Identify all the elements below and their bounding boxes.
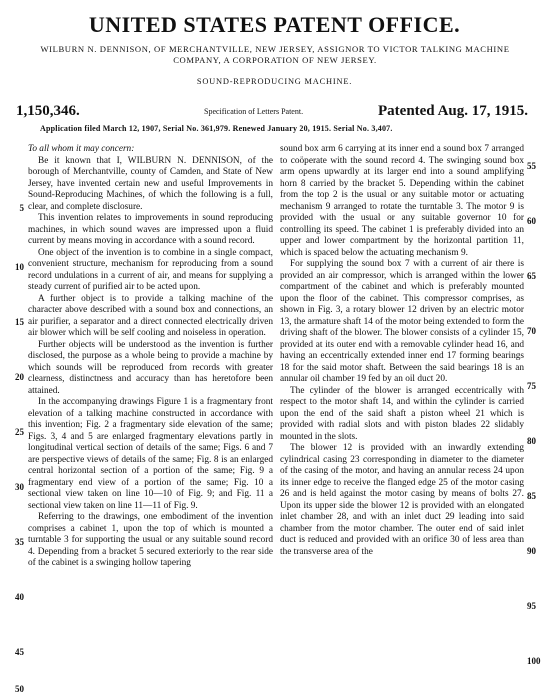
paragraph: A further object is to provide a talking machine of the character above described with a sound box and connections, an air purifier, a separator and a direct connected electrically driven air blower which will be self cooling and noiseless in operation. — [28, 293, 273, 338]
line-number: 75 — [527, 381, 536, 391]
line-number: 55 — [527, 161, 536, 171]
paragraph: This invention relates to improvements in sound reproducing machines, in which sound waves are impressed upon a fluid current by means moving in accordance with a sound record. — [28, 213, 273, 246]
patent-number: 1,150,346. — [16, 103, 80, 119]
line-number: 20 — [15, 372, 24, 382]
paragraph: Be it known that I, WILBURN N. DENNISON, of the borough of Merchantville, county of Camden, and State of New Jersey, have invented certain new and useful Improvements in Sound-Reproducing Machines, of which the following is a full, clear, and complete disclosure. — [28, 155, 273, 212]
line-number: 60 — [527, 216, 536, 226]
paragraph: sound box arm 6 carrying at its inner end a sound box 7 arranged to coöperate with the sound record 4. The swinging sound box arm opens upwardly at its larger end into a sound amplifying horn 8 carried by the bracket 5. Depending within the cabinet from the top 2 is the usual or any suitable motor or actuating mechanism 9 arranged to rotate the turntable 3. The motor 9 is provided with the usual or any suitable governor 10 for controlling its speed. The cabinet 1 is preferably divided into an upper and lower compartment by the horizontal partition 11, which is spaced below the actuating mechanism 9. — [280, 144, 524, 258]
paragraph: Referring to the drawings, one embodiment of the invention comprises a cabinet 1, upon the top of which is mounted a turntable 3 for supporting the usual or any suitable sound record 4. Depending from a bracket 5 secured exteriorly to the rear side of the cabinet is a swinging hollow tapering — [28, 512, 273, 568]
application-line: Application filed March 12, 1907, Serial No. 361,979. Renewed January 20, 1915. Serial No. 3,407. — [40, 124, 393, 133]
inventor-byline: WILBURN N. DENNISON, OF MERCHANTVILLE, NEW JERSEY, ASSIGNOR TO VICTOR TALKING MACHINE COMPANY, A CORPORATION OF NEW JERSEY. — [40, 44, 510, 65]
office-title: UNITED STATES PATENT OFFICE. — [88, 12, 461, 37]
paragraph: In the accompanying drawings Figure 1 is a fragmentary front elevation of a talking machine constructed in accordance with this invention; Fig. 2 a fragmentary side elevation of the same; Figs. 3, 4 and 5 are enlarged fragmentary elevations partly in longitudinal vertical section of details of the same; Figs. 6 and 7 are perspective views of details of the same; Fig. 8 is an enlarged central horizontal section of a portion of the same; Fig. 9 a fragmentary end view of a portion of the same; Fig. 10 a sectional view taken on line 10—10 of Fig. 9; and Fig. 11 a sectional view taken on line 11—11 of Fig. 9. — [28, 397, 273, 511]
left-column — [28, 144, 273, 570]
line-number: 5 — [19, 203, 24, 213]
line-number: 70 — [527, 326, 536, 336]
line-number: 90 — [527, 546, 536, 556]
line-number: 95 — [527, 601, 536, 611]
paragraph: One object of the invention is to combine in a single compact, convenient structure, mechanism for reproducing from a sound record undulations in a current of air, and means for supplying a steady current of purified air to be acted upon. — [28, 247, 273, 292]
line-number: 30 — [15, 482, 24, 492]
specification-label: Specification of Letters Patent. — [204, 107, 304, 116]
line-number: 35 — [15, 537, 24, 547]
patent-subject: SOUND-REPRODUCING MACHINE. — [196, 77, 353, 86]
paragraph: For supplying the sound box 7 with a current of air there is provided an air compressor, which is arranged within the lower compartment of the cabinet and which is preferably mounted upon the floor of the cabinet. This compressor comprises, as shown in Fig. 3, a rotary blower 12 driven by an electric motor 13, the armature shaft 14 of the motor being extended to form the driving shaft of the blower. The blower consists of a cylinder 15, provided at its outer end with a removable cylinder head 16, and having an eccentrically extended inner end 17 forming bearings 18 for the said motor shaft. Between the said bearings 18 is an annular oil chamber 19 fed by an oil duct 20. — [280, 259, 524, 384]
paragraph: The blower 12 is provided with an inwardly extending cylindrical casing 23 corresponding in diameter to the diameter of the casing of the motor, and having an annular recess 24 upon its inner edge to receive the flanged edge 25 of the motor casing 26 and is held against the motor casing by means of bolts 27. Upon its upper side the blower 12 is provided with an elongated inlet chamber 28, and with an inlet duct 29 leading into said chamber from the motor chamber. The outer end of said inlet duct is reduced and provided with an orifice 30 of less area than the transverse area of the — [280, 443, 524, 557]
patented-date: Patented Aug. 17, 1915. — [378, 103, 528, 119]
line-number: 50 — [15, 684, 24, 694]
line-number: 45 — [15, 647, 24, 657]
line-number: 10 — [15, 262, 24, 272]
line-number: 15 — [15, 317, 24, 327]
patent-number-row — [14, 103, 534, 123]
line-number: 65 — [527, 271, 536, 281]
salutation: To all whom it may concern: — [28, 144, 135, 154]
line-number: 40 — [15, 592, 24, 602]
paragraph: Further objects will be understood as the invention is further disclosed, the purpose as a whole being to provide a machine by which sounds will be reproduced from records with greater clearness, distinctness and accuracy than has heretofore been attained. — [28, 339, 273, 396]
line-number: 100 — [527, 656, 541, 666]
line-number: 85 — [527, 491, 536, 501]
line-number: 25 — [15, 427, 24, 437]
paragraph: The cylinder of the blower is arranged eccentrically with respect to the motor shaft 14, and within the cylinder is carried upon the end of the said shaft a piston wheel 21 which is provided with radial slots and with piston blades 22 slidably mounted in the slots. — [280, 385, 524, 442]
right-column — [280, 144, 524, 558]
line-number: 80 — [527, 436, 536, 446]
